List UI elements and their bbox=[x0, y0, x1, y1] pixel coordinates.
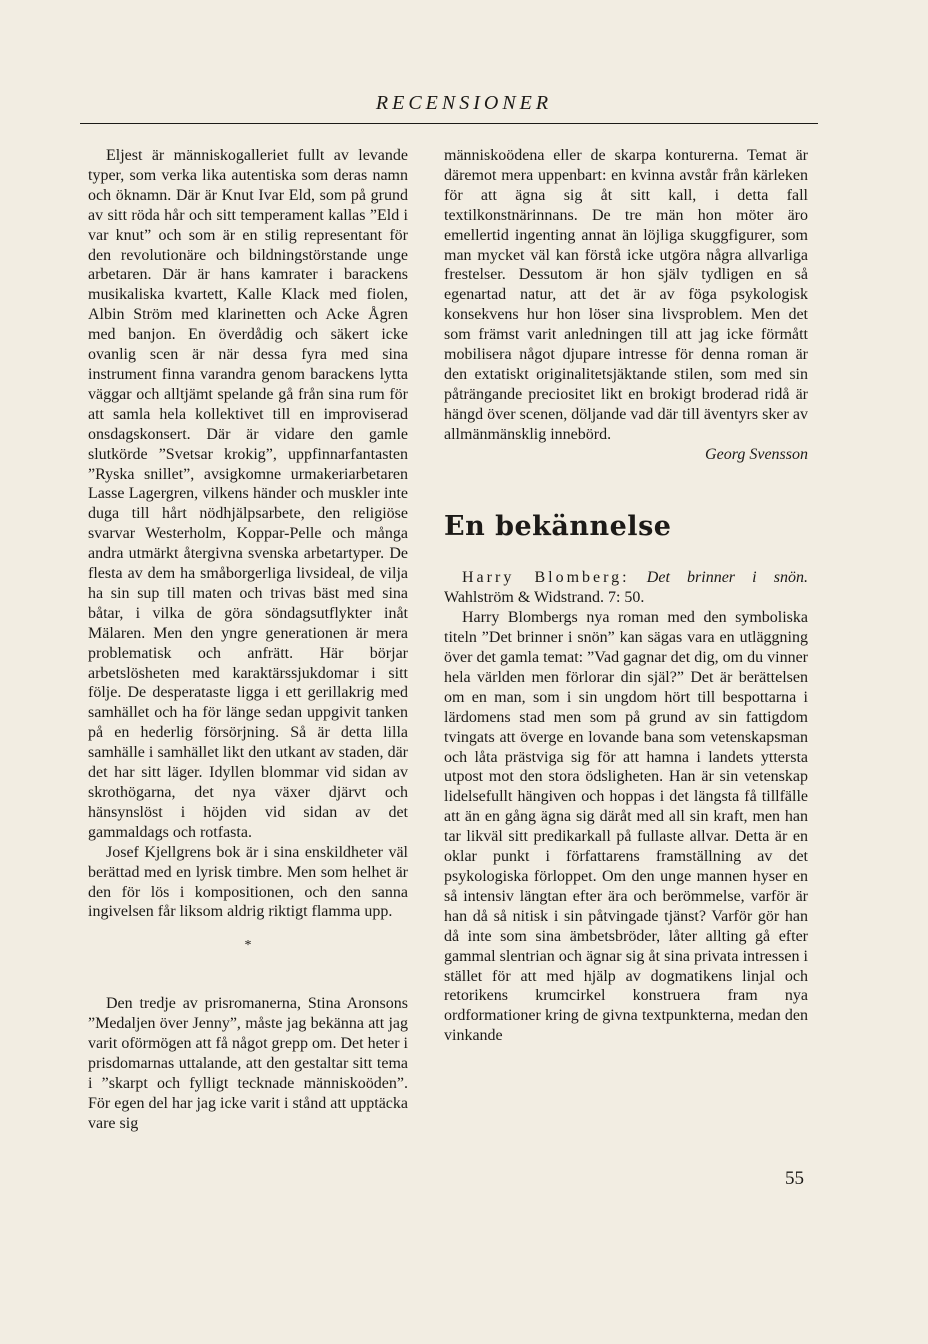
review-signature: Georg Svensson bbox=[705, 445, 808, 463]
biblio-author: Harry Blomberg: bbox=[462, 569, 630, 587]
paragraph: Den tredje av prisromanerna, Stina Aronsons ”Medaljen över Jenny”, måste jag bekänna att jag varit oförmögen att få något grepp om. Det heter i prisdomarnas uttalande, att den gestaltar sitt tema i ”skarpt och fylligt tecknade människoöden”. För egen del har jag icke varit i stånd att upptäcka vare sig bbox=[88, 995, 408, 1132]
biblio-title: Det brinner i snön. bbox=[646, 569, 809, 587]
paragraph: Josef Kjellgrens bok är i sina enskildheter väl berättad med en lyrisk timbre. Men som helhet är den för lös i kompositionen, och den sanna ingivelsen får liksom aldrig riktigt flamma upp. bbox=[88, 843, 408, 921]
paragraph: Harry Blombergs nya roman med den symboliska titeln ”Det brinner i snön” kan sägas vara en utläggning över det gamla temat: ”Vad gagnar det dig, om du vinner hela världen men förlorar din själ?” Det är berättelsen om en man, som i sin ungdom hört till bespottarna i lärdomens stad men som på grund av sin fattigdom tvingats att överge en lovande bana som vetenskapsman och låta prästviga sig för att hamna i landets yttersta utpost mot den stora ödsligheten. Han är sin vetenskap lidelsefullt hängiven och hoppas i det längsta få tillfälle att än en gång ägna sig däråt med all sin kraft, men han tar likväl sitt predikarkall på fullaste allvar. Detta är en oklar punkt i författarens framställning av det psykologiska förloppet. Om den unge mannen hyser en så intensiv längtan efter ära och berömmelse, varför är han då så nitisk i sin påtvingade tjänst? Varför gör han då inte som sina ämbetsbröder, låter allting gå efter gammal slentrian och ägnar sig åt sina privata intressen i stället för att med hjälp av dogmatikens linjal och retorikens krumcirkel konstruera fram nya ordformationer kring de givna textpunkterna, medan den vinkande bbox=[444, 609, 808, 1045]
page-number: 55 bbox=[785, 1168, 804, 1189]
running-title: RECENSIONER bbox=[375, 92, 553, 114]
right-column bbox=[444, 146, 808, 1046]
paragraph: Eljest är människogalleriet fullt av levande typer, som verka lika autentiska som deras namn och öknamn. Där är Knut Ivar Eld, som på grund av sitt röda hår och sitt temperament kallas ”Eld i var knut” och som är en stilig representant för den revolutionäre och bildningstörstande unge arbetaren. Där är hans kamrater i barackens musikaliska kvartett, Kalle Klack med fiolen, Albin Ström med klarinetten och Acke Ågren med banjon. En överdådig och säkert icke ovanlig scen är när dessa fyra med sina instrument finna varandra genom barackens lytta väggar och alltjämt spelande gå från sina rum för att samla hela kollektivet till en improviserad onsdagskonsert. Där är vidare den gamle slutkörde ”Svetsar krokig”, uppfinnarfantasten ”Ryska snillet”, avsigkomne urmakeriarbetaren Lasse Lagergren, vilkens händer och muskler inte duga till hårt nödhjälpsarbete, den religiöse svarvar Westerholm, Koppar-Pelle och många andra utmärkt återgivna svenska arbetartyper. De flesta av dem ha småborgerliga livsideal, de vilja ha sin sup till maten och trivas bäst med sina båtar, i vilka de göra söndagsutflykter inåt Mälaren. Men den yngre generationen är mera problematisk och anfrätt. Här börjar arbetslösheten med karaktärssjukdomar i sitt följe. De desperataste ligga i ett gerillakrig med samhället och ha för länge sedan uppgivit tanken på en hederlig försörjning. Så är detta lilla samhälle i samhället likt den utkant av staden, där det har sitt läger. Idyllen blommar vid sidan av skrothögarna, det nya växer djärvt och hänsynslöst i höjden vid sidan av det gammaldags och rotfasta. bbox=[88, 147, 408, 841]
left-column bbox=[88, 146, 408, 1134]
section-heading: En bekännelse bbox=[444, 510, 672, 542]
biblio-publisher: Wahlström & Widstrand. 7: 50. bbox=[444, 589, 645, 607]
section-separator: * bbox=[244, 938, 252, 954]
paragraph: människoödena eller de skarpa konturerna. Temat är däremot mera uppenbart: en kvinna avstår från kärleken för att ägna sig åt sitt kall, i detta fall textilkonstnärinnans. De tre män hon möter äro emellertid ingenting annat än löjliga skuggfigurer, som man mycket väl kan förstå icke utgöra några allvarliga frestelser. Dessutom är hon själv tydligen en så egenartad natur, att det är av föga psykologisk konsekvens hur hon löser sina livsproblem. Men det som främst varit anledningen till att jag icke förmått mobilisera något djupare intresse för denna roman är den extatiskt originalitetsjäktande stilen, som med sin påträngande preciositet likt en brokigt broderad ridå är hängd över scenen, döljande vad där till äventyrs sker av allmänmänsklig innebörd. bbox=[444, 147, 808, 443]
bibliographic-entry bbox=[444, 568, 808, 608]
header-rule bbox=[80, 123, 818, 124]
